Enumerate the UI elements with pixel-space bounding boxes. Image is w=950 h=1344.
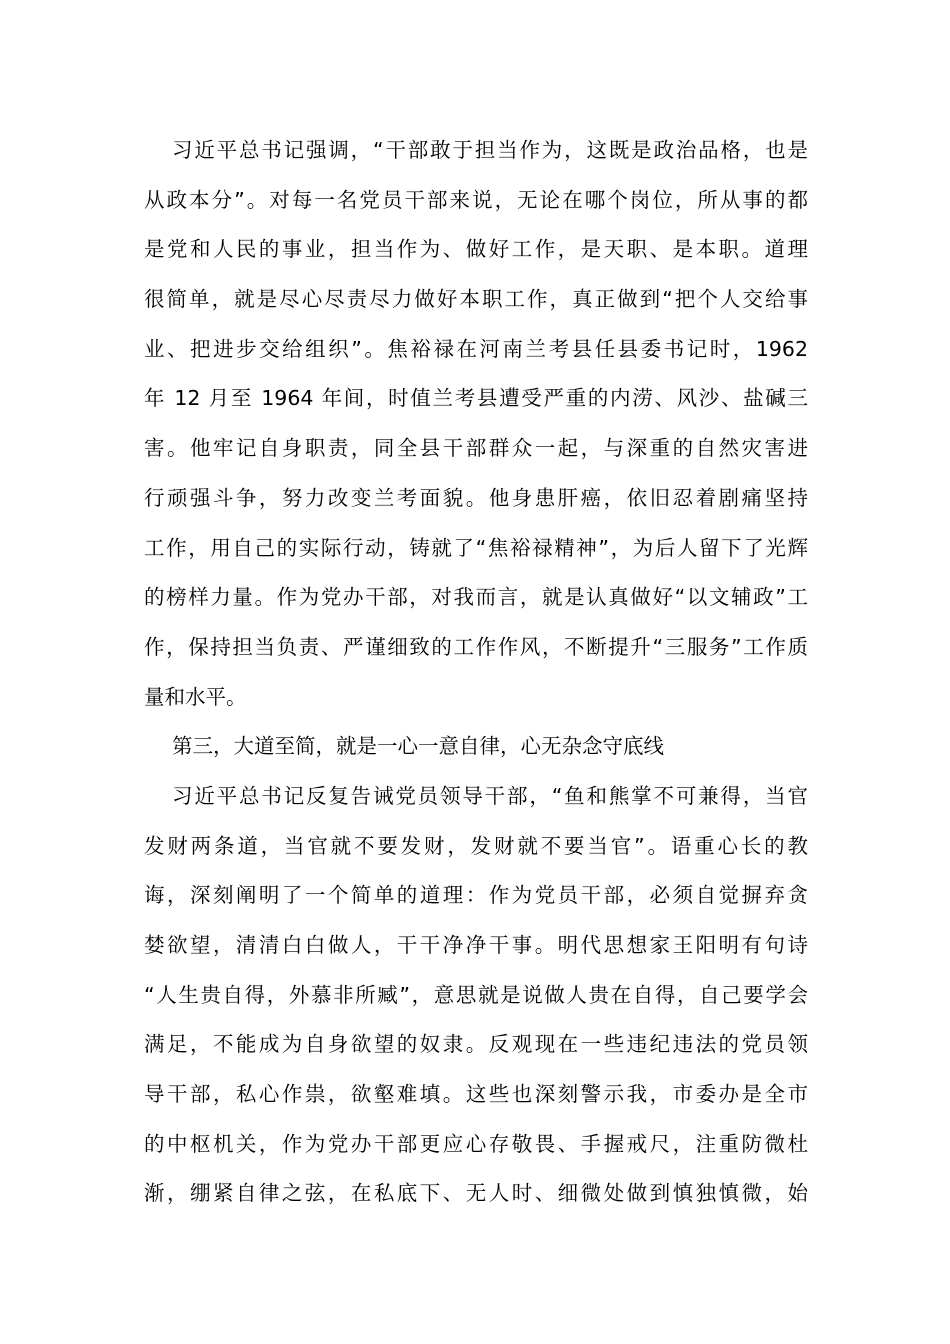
paragraph-2-line-8: 的中枢机关，作为党办干部更应心存敬畏、手握戒尺，注重防微杜 <box>144 1131 808 1156</box>
section-heading: 第三，大道至简，就是一心一意自律，心无杂念守底线 <box>172 734 664 759</box>
paragraph-1-line-8: 行顽强斗争，努力改变兰考面貌。他身患肝癌，依旧忍着剧痛坚持 <box>144 485 808 510</box>
paragraph-2-line-7: 导干部，私心作祟，欲壑难填。这些也深刻警示我，市委办是全市 <box>144 1082 808 1107</box>
paragraph-2-line-6: 满足，不能成为自身欲望的奴隶。反观现在一些违纪违法的党员领 <box>144 1032 808 1057</box>
paragraph-1-line-12: 量和水平。 <box>144 684 247 709</box>
document-body <box>144 126 808 1219</box>
paragraph-1-line-5: 业、把进步交给组织”。焦裕禄在河南兰考县任县委书记时，1962 <box>144 336 808 361</box>
paragraph-1-line-2: 从政本分”。对每一名党员干部来说，无论在哪个岗位，所从事的都 <box>144 187 808 212</box>
paragraph-2-line-3: 诲，深刻阐明了一个简单的道理：作为党员干部，必须自觉摒弃贪 <box>144 883 808 908</box>
paragraph-1-line-10: 的榜样力量。作为党办干部，对我而言，就是认真做好“以文辅政”工 <box>144 585 808 610</box>
paragraph-2-line-1: 习近平总书记反复告诫党员领导干部，“鱼和熊掌不可兼得，当官 <box>172 783 808 808</box>
paragraph-1-line-11: 作，保持担当负责、严谨细致的工作作风，不断提升“三服务”工作质 <box>144 634 808 659</box>
paragraph-1-line-9: 工作，用自己的实际行动，铸就了“焦裕禄精神”，为后人留下了光辉 <box>144 535 808 560</box>
paragraph-2-line-2: 发财两条道，当官就不要发财，发财就不要当官”。语重心长的教 <box>144 833 808 858</box>
paragraph-2-line-9: 渐，绷紧自律之弦，在私底下、无人时、细微处做到慎独慎微，始 <box>144 1181 808 1206</box>
paragraph-1-line-1: 习近平总书记强调，“干部敢于担当作为，这既是政治品格，也是 <box>172 138 808 162</box>
paragraph-2-line-4: 婪欲望，清清白白做人，干干净净干事。明代思想家王阳明有句诗 <box>144 933 808 957</box>
paragraph-1-line-4: 很简单，就是尽心尽责尽力做好本职工作，真正做到“把个人交给事 <box>144 287 808 312</box>
paragraph-1-line-7: 害。他牢记自身职责，同全县干部群众一起，与深重的自然灾害进 <box>144 436 808 461</box>
paragraph-2-line-5: “人生贵自得，外慕非所臧”，意思就是说做人贵在自得，自己要学会 <box>144 982 808 1007</box>
paragraph-1-line-6: 年 12 月至 1964 年间，时值兰考县遭受严重的内涝、风沙、盐碱三 <box>144 386 808 411</box>
paragraph-1-line-3: 是党和人民的事业，担当作为、做好工作，是天职、是本职。道理 <box>144 237 808 262</box>
